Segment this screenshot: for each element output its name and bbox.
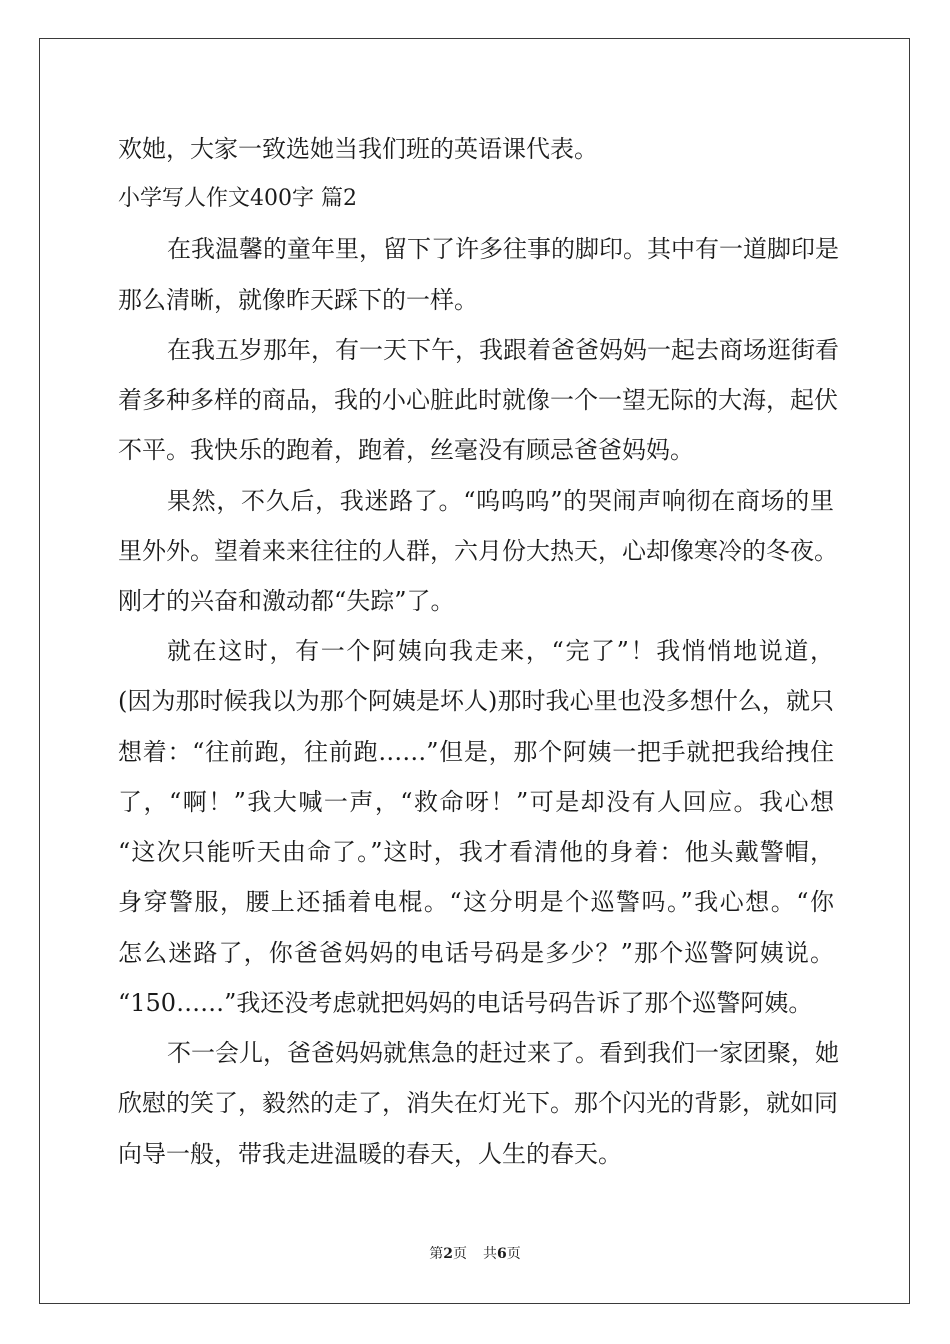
footer-page-total: 6 <box>497 1246 507 1262</box>
footer-total-prefix: 共 <box>483 1246 497 1262</box>
paragraph-line: 在我温馨的童年里，留下了许多往事的脚印。其中有一道脚印是 <box>167 235 839 263</box>
paragraph-line: 着多种多样的商品，我的小心脏此时就像一个一望无际的大海，起伏 <box>118 386 838 414</box>
paragraph-line: 里外外。望着来来往往的人群，六月份大热天，心却像寒冷的冬夜。 <box>118 537 838 565</box>
footer-page-current: 2 <box>443 1246 453 1262</box>
paragraph-line: 就在这时，有一个阿姨向我走来，“完了”！我悄悄地说道， <box>167 637 834 665</box>
paragraph-line: “这次只能听天由命了。”这时，我才看清他的身着：他头戴警帽， <box>118 838 834 866</box>
page-footer <box>0 1245 950 1263</box>
paragraph-line: 身穿警服，腰上还插着电棍。“这分明是个巡警吗。”我心想。“你 <box>118 888 834 916</box>
section-heading: 小学写人作文400字 篇2 <box>118 186 357 211</box>
paragraph-line: 了，“啊！”我大喊一声，“救命呀！”可是却没有人回应。我心想 <box>118 788 834 816</box>
footer-page-prefix: 第 <box>429 1246 444 1262</box>
paragraph-line: 刚才的兴奋和激动都“失踪”了。 <box>118 587 455 615</box>
footer-total-suffix: 页 <box>506 1246 521 1262</box>
paragraph-line: 向导一般，带我走进温暖的春天，人生的春天。 <box>118 1140 622 1168</box>
footer-page-mid: 页 <box>453 1246 467 1262</box>
paragraph-line: (因为那时候我以为那个阿姨是坏人)那时我心里也没多想什么，就只 <box>118 687 834 715</box>
paragraph-line: 欢她，大家一致选她当我们班的英语课代表。 <box>118 135 598 163</box>
paragraph-line: 果然，不久后，我迷路了。“呜呜呜”的哭闹声响彻在商场的里 <box>167 487 834 515</box>
paragraph-line: 欣慰的笑了，毅然的走了，消失在灯光下。那个闪光的背影，就如同 <box>118 1089 838 1117</box>
paragraph-line: 怎么迷路了，你爸爸妈妈的电话号码是多少？”那个巡警阿姨说。 <box>118 939 834 967</box>
paragraph-line: 那么清晰，就像昨天踩下的一样。 <box>118 286 478 314</box>
paragraph-line: 在我五岁那年，有一天下午，我跟着爸爸妈妈一起去商场逛街看 <box>167 336 839 364</box>
paragraph-line: 不平。我快乐的跑着，跑着，丝毫没有顾忌爸爸妈妈。 <box>118 436 694 464</box>
paragraph-line: 不一会儿，爸爸妈妈就焦急的赶过来了。看到我们一家团聚，她 <box>167 1039 839 1067</box>
paragraph-line: “150……”我还没考虑就把妈妈的电话号码告诉了那个巡警阿姨。 <box>118 989 813 1017</box>
paragraph-line: 想着：“往前跑，往前跑……”但是，那个阿姨一把手就把我给拽住 <box>118 738 834 766</box>
